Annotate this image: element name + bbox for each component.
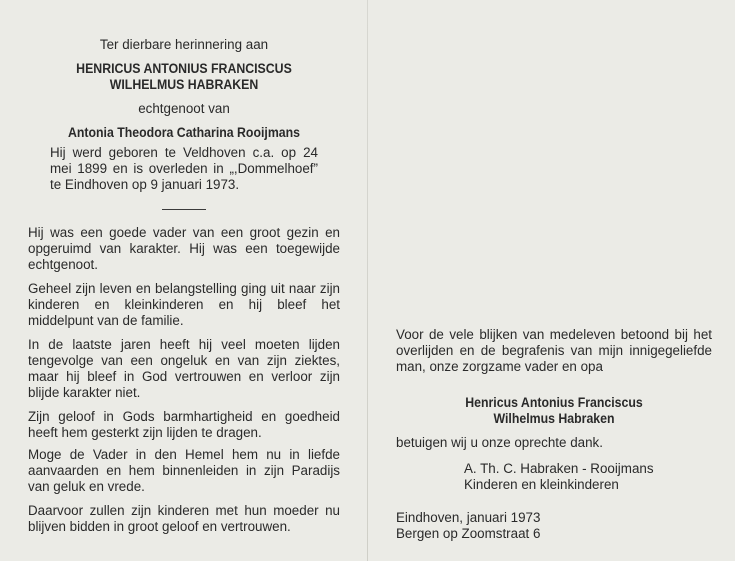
spouse-intro: echtgenoot van — [138, 101, 230, 116]
paragraph-4: Zijn geloof in Gods barmhartigheid en goedheid heeft hem gesterkt zijn lijden te dragen. — [28, 409, 340, 440]
address: Bergen op Zoomstraat 6 — [396, 526, 541, 541]
paragraph-5: Moge de Vader in den Hemel hem nu in liefde aanvaarden en hem binnenleiden in zijn Paradijs van geluk en vrede. — [28, 447, 340, 494]
thanks-name-line1: Henricus Antonius Franciscus — [465, 395, 643, 410]
deceased-name-line1: HENRICUS ANTONIUS FRANCISCUS — [76, 61, 292, 76]
thanks-intro: Voor de vele blijken van medeleven betoond bij het overlijden en de begrafenis van mijn innigegeliefde man, onze zorgzame vader en opa — [396, 327, 712, 374]
paragraph-2: Geheel zijn leven en belangstelling ging uit naar zijn kinderen en kleinkinderen en hij bleef het middelpunt van de familie. — [28, 281, 340, 328]
paragraph-1: Hij was een goede vader van een groot gezin en opgeruimd van karakter. Hij was een toegewijde echtgenoot. — [28, 225, 340, 272]
thanks-close: betuigen wij u onze oprechte dank. — [396, 435, 603, 450]
intro-line: Ter dierbare herinnering aan — [99, 37, 269, 52]
card-fold — [367, 0, 368, 561]
signature-line2: Kinderen en kleinkinderen — [464, 477, 619, 492]
paragraph-3: In de laatste jaren heeft hij veel moeten lijden tengevolge van een ongeluk en van zijn ziektes, maar hij bleef in God vertrouwen en verloor zijn blijde karakter niet. — [28, 337, 340, 400]
deceased-name-line2: WILHELMUS HABRAKEN — [109, 77, 259, 92]
paragraph-6: Daarvoor zullen zijn kinderen met hun moeder nu blijven bidden in groot geloof en vertrouwen. — [28, 503, 340, 534]
signature-line1: A. Th. C. Habraken - Rooijmans — [464, 461, 654, 476]
thanks-name-line2: Wilhelmus Habraken — [493, 411, 615, 426]
spouse-name: Antonia Theodora Catharina Rooijmans — [67, 125, 301, 140]
divider-line — [162, 209, 206, 210]
place-date: Eindhoven, januari 1973 — [396, 510, 541, 525]
birth-death-text: Hij werd geboren te Veldhoven c.a. op 24 mei 1899 en is overleden in „,Dommelhoef” te Eindhoven op 9 januari 1973. — [50, 145, 318, 192]
